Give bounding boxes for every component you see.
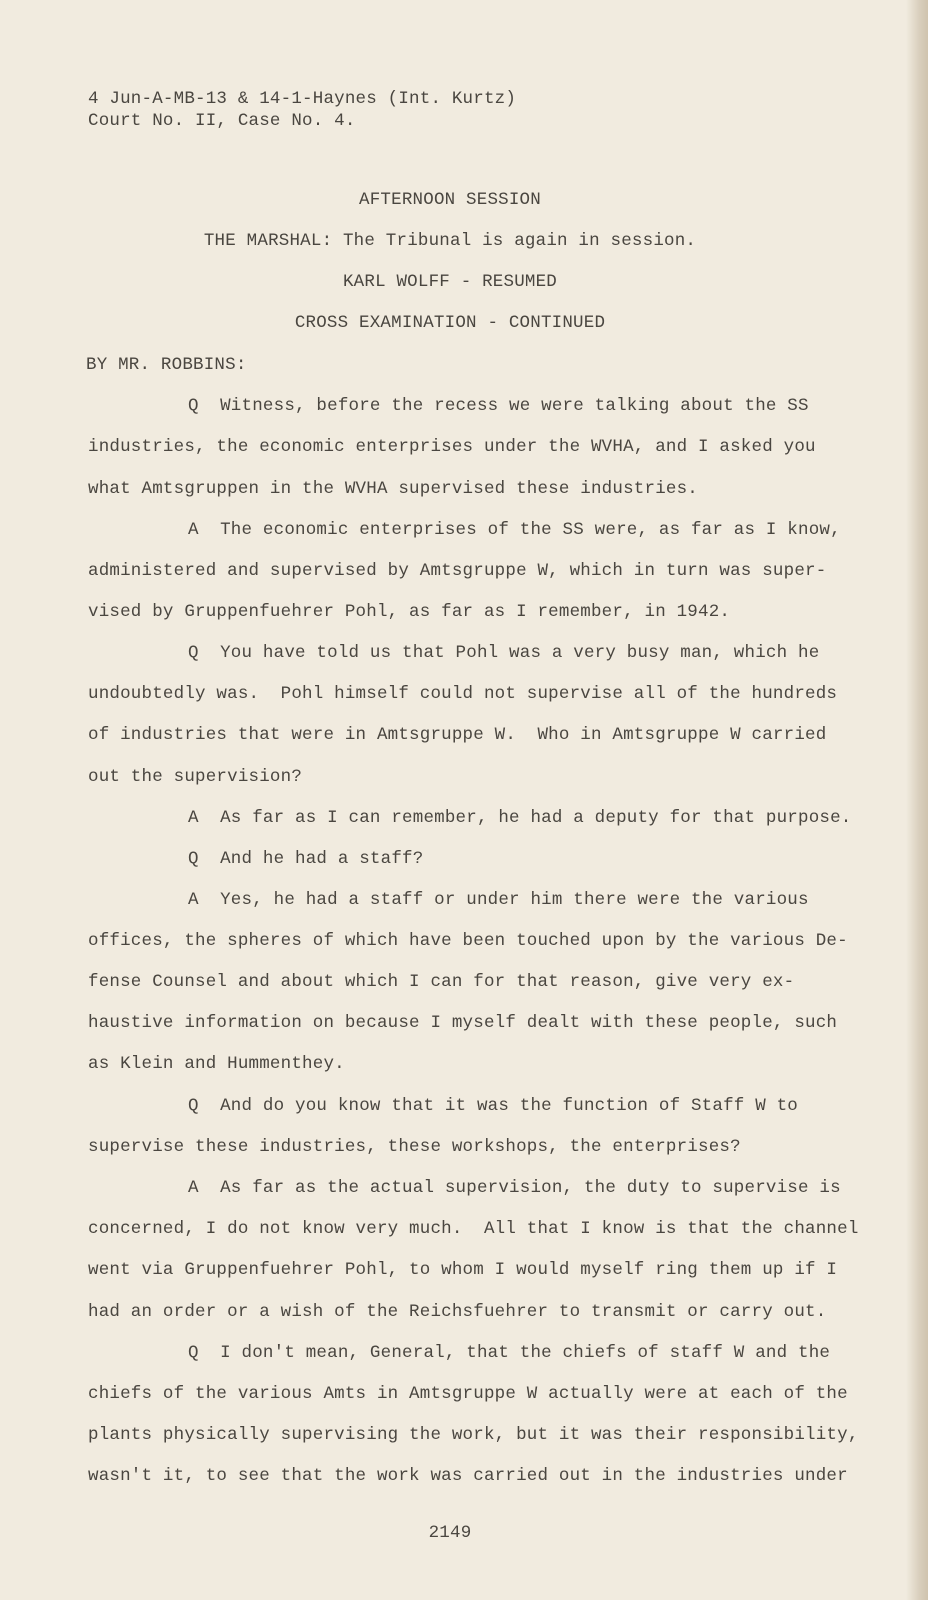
transcript-line: Q And do you know that it was the function of Staff W to bbox=[188, 1096, 798, 1116]
by-line: BY MR. ROBBINS: bbox=[86, 355, 247, 375]
transcript-line: as Klein and Hummenthey. bbox=[88, 1054, 345, 1074]
transcript-line: A Yes, he had a staff or under him there were the various bbox=[188, 890, 809, 910]
transcript-line: Q You have told us that Pohl was a very busy man, which he bbox=[188, 643, 820, 663]
transcript-line: A The economic enterprises of the SS were, as far as I know, bbox=[188, 520, 841, 540]
transcript-line: administered and supervised by Amtsgruppe W, which in turn was super- bbox=[88, 561, 827, 581]
transcript-line: chiefs of the various Amts in Amtsgruppe W actually were at each of the bbox=[88, 1384, 848, 1404]
transcript-line: offices, the spheres of which have been touched upon by the various De- bbox=[88, 931, 848, 951]
session-heading: AFTERNOON SESSION bbox=[359, 190, 541, 210]
transcript-line: Q Witness, before the recess we were talking about the SS bbox=[188, 396, 809, 416]
marshal-line: THE MARSHAL: The Tribunal is again in session. bbox=[203, 231, 697, 251]
transcript-line: went via Gruppenfuehrer Pohl, to whom I would myself ring them up if I bbox=[88, 1260, 838, 1280]
transcript-line: supervise these industries, these workshops, the enterprises? bbox=[88, 1137, 741, 1157]
transcript-line: had an order or a wish of the Reichsfuehrer to transmit or carry out. bbox=[88, 1302, 827, 1322]
witness-heading: KARL WOLFF - RESUMED bbox=[342, 272, 558, 292]
transcript-line: concerned, I do not know very much. All that I know is that the channel bbox=[88, 1219, 859, 1239]
transcript-line: industries, the economic enterprises under the WVHA, and I asked you bbox=[88, 437, 816, 457]
page-number: 2149 bbox=[428, 1523, 472, 1543]
transcript-line: undoubtedly was. Pohl himself could not supervise all of the hundreds bbox=[88, 684, 838, 704]
transcript-line: what Amtsgruppen in the WVHA supervised these industries. bbox=[88, 479, 698, 499]
header-line-1: 4 Jun-A-MB-13 & 14-1-Haynes (Int. Kurtz) bbox=[88, 89, 517, 109]
transcript-line: plants physically supervising the work, but it was their responsibility, bbox=[88, 1425, 859, 1445]
header-line-2: Court No. II, Case No. 4. bbox=[88, 111, 356, 131]
transcript-line: Q I don't mean, General, that the chiefs of staff W and the bbox=[188, 1343, 831, 1363]
transcript-line: fense Counsel and about which I can for that reason, give very ex- bbox=[88, 972, 795, 992]
transcript-line: A As far as the actual supervision, the duty to supervise is bbox=[188, 1178, 841, 1198]
transcript-line: vised by Gruppenfuehrer Pohl, as far as I remember, in 1942. bbox=[88, 602, 731, 622]
transcript-line: Q And he had a staff? bbox=[188, 849, 424, 869]
transcript-line: A As far as I can remember, he had a deputy for that purpose. bbox=[188, 808, 852, 828]
transcript-line: haustive information on because I myself dealt with these people, such bbox=[88, 1013, 838, 1033]
transcript-line: wasn't it, to see that the work was carried out in the industries under bbox=[88, 1466, 848, 1486]
page-edge-shadow bbox=[906, 0, 928, 1600]
examination-heading: CROSS EXAMINATION - CONTINUED bbox=[294, 313, 606, 333]
transcript-line: of industries that were in Amtsgruppe W. Who in Amtsgruppe W carried bbox=[88, 725, 827, 745]
transcript-line: out the supervision? bbox=[88, 767, 303, 787]
